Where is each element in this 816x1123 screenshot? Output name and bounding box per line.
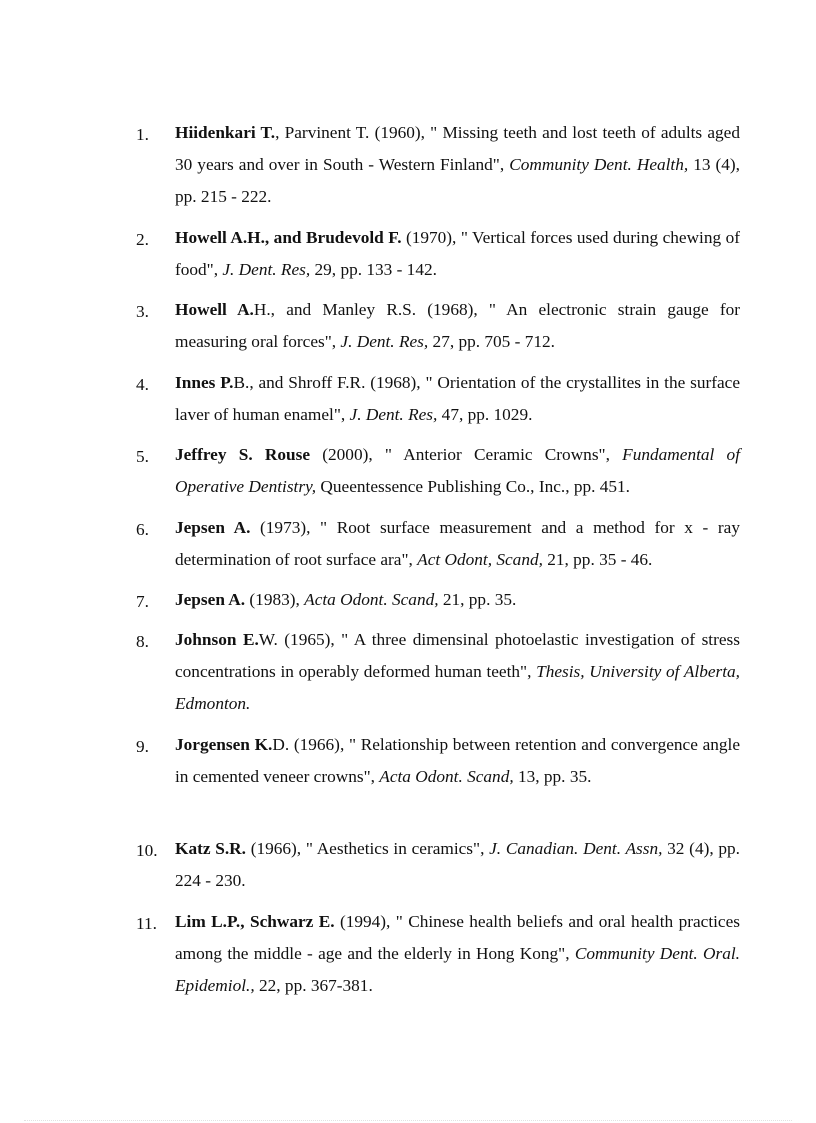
reference-item <box>136 439 740 503</box>
reference-number: 6. <box>136 520 149 539</box>
reference-title: (1966), " Aesthetics in ceramics", <box>245 839 490 858</box>
reference-journal: J. Canadian. Dent. Assn, <box>489 839 663 858</box>
reference-author: Howell A.H., and Brudevold F. <box>175 228 402 247</box>
reference-number: 8. <box>136 632 149 651</box>
reference-item <box>136 906 740 1002</box>
reference-title: B., and Shroff F.R. (1968), " Orientation of the crystallites in the surface laver of human enamel", <box>175 373 740 424</box>
reference-text <box>175 906 740 1002</box>
reference-tail: 13 (4), pp. 215 - 222. <box>175 155 740 206</box>
reference-title: (2000), " Anterior Ceramic Crowns", <box>310 445 623 464</box>
reference-tail: 47, pp. 1029. <box>437 405 533 424</box>
reference-text <box>175 439 740 503</box>
reference-author: Innes P. <box>175 373 234 392</box>
reference-tail: 21, pp. 35 - 46. <box>542 550 653 569</box>
reference-title: W. (1965), " A three dimensinal photoelastic investigation of stress concentrations in operably deformed human teeth", <box>175 630 740 681</box>
reference-item <box>136 294 740 358</box>
reference-tail: 32 (4), pp. 224 - 230. <box>175 839 740 890</box>
reference-journal: Acta Odont. Scand, <box>304 590 439 609</box>
reference-text <box>175 624 740 720</box>
reference-item <box>136 512 740 576</box>
reference-tail: 21, pp. 35. <box>438 590 517 609</box>
reference-tail: 22, pp. 367-381. <box>254 976 373 995</box>
reference-journal: Community Dent. Oral. Epidemiol., <box>175 944 740 995</box>
reference-item <box>136 833 740 897</box>
reference-author: Jorgensen K. <box>175 735 273 754</box>
reference-journal: J. Dent. Res, <box>349 405 438 424</box>
reference-journal: Community Dent. Health, <box>509 155 689 174</box>
reference-journal: Acta Odont. Scand, <box>379 767 514 786</box>
page-bottom-divider <box>24 1120 792 1121</box>
reference-text <box>175 117 740 213</box>
reference-author: Hiidenkari T. <box>175 123 276 142</box>
reference-tail: 29, pp. 133 - 142. <box>310 260 437 279</box>
reference-title: (1973), " Root surface measurement and a method for x - ray determination of root surface ara", <box>175 518 740 569</box>
reference-item <box>136 729 740 793</box>
reference-item <box>136 222 740 286</box>
reference-number: 2. <box>136 230 149 249</box>
reference-author: Howell A. <box>175 300 254 319</box>
reference-tail: Queentessence Publishing Co., Inc., pp. 451. <box>316 477 631 496</box>
reference-title: D. (1966), " Relationship between retention and convergence angle in cemented veneer crowns", <box>175 735 740 786</box>
reference-title: , Parvinent T. (1960), " Missing teeth and lost teeth of adults aged 30 years and over in South - Western Finland", <box>175 123 740 174</box>
reference-author: Jeffrey S. Rouse <box>175 445 311 464</box>
reference-text <box>175 512 740 576</box>
reference-tail: 27, pp. 705 - 712. <box>428 332 555 351</box>
reference-item <box>136 584 740 616</box>
reference-author: Jepsen A. <box>175 590 246 609</box>
reference-journal: J. Dent. Res, <box>340 332 429 351</box>
reference-journal: J. Dent. Res, <box>222 260 311 279</box>
reference-journal: Fundamental of Operative Dentistry, <box>175 445 741 496</box>
reference-title: (1970), " Vertical forces used during chewing of food", <box>175 228 740 279</box>
reference-item <box>136 367 740 431</box>
reference-number: 9. <box>136 737 149 756</box>
reference-title: (1994), " Chinese health beliefs and oral health practices among the middle - age and the elderly in Hong Kong", <box>175 912 740 963</box>
reference-number: 1. <box>136 125 149 144</box>
reference-author: Johnson E. <box>175 630 259 649</box>
reference-journal: Act Odont, Scand, <box>417 550 543 569</box>
reference-title: H., and Manley R.S. (1968), " An electronic strain gauge for measuring oral forces", <box>175 300 740 351</box>
reference-title: (1983), <box>245 590 305 609</box>
reference-number: 11. <box>136 914 157 933</box>
reference-number: 7. <box>136 592 149 611</box>
reference-item <box>136 624 740 720</box>
reference-text <box>175 584 740 616</box>
reference-journal: Thesis, University of Alberta, Edmonton. <box>175 662 740 713</box>
reference-author: Katz S.R. <box>175 839 246 858</box>
reference-text <box>175 222 740 286</box>
reference-author: Lim L.P., Schwarz E. <box>175 912 335 931</box>
reference-text <box>175 833 740 897</box>
reference-item <box>136 117 740 213</box>
reference-number: 4. <box>136 375 149 394</box>
reference-text <box>175 294 740 358</box>
reference-number: 10. <box>136 841 158 860</box>
reference-text <box>175 729 740 793</box>
reference-number: 3. <box>136 302 149 321</box>
reference-author: Jepsen A. <box>175 518 251 537</box>
reference-number: 5. <box>136 447 149 466</box>
reference-tail: 13, pp. 35. <box>513 767 592 786</box>
reference-text <box>175 367 740 431</box>
